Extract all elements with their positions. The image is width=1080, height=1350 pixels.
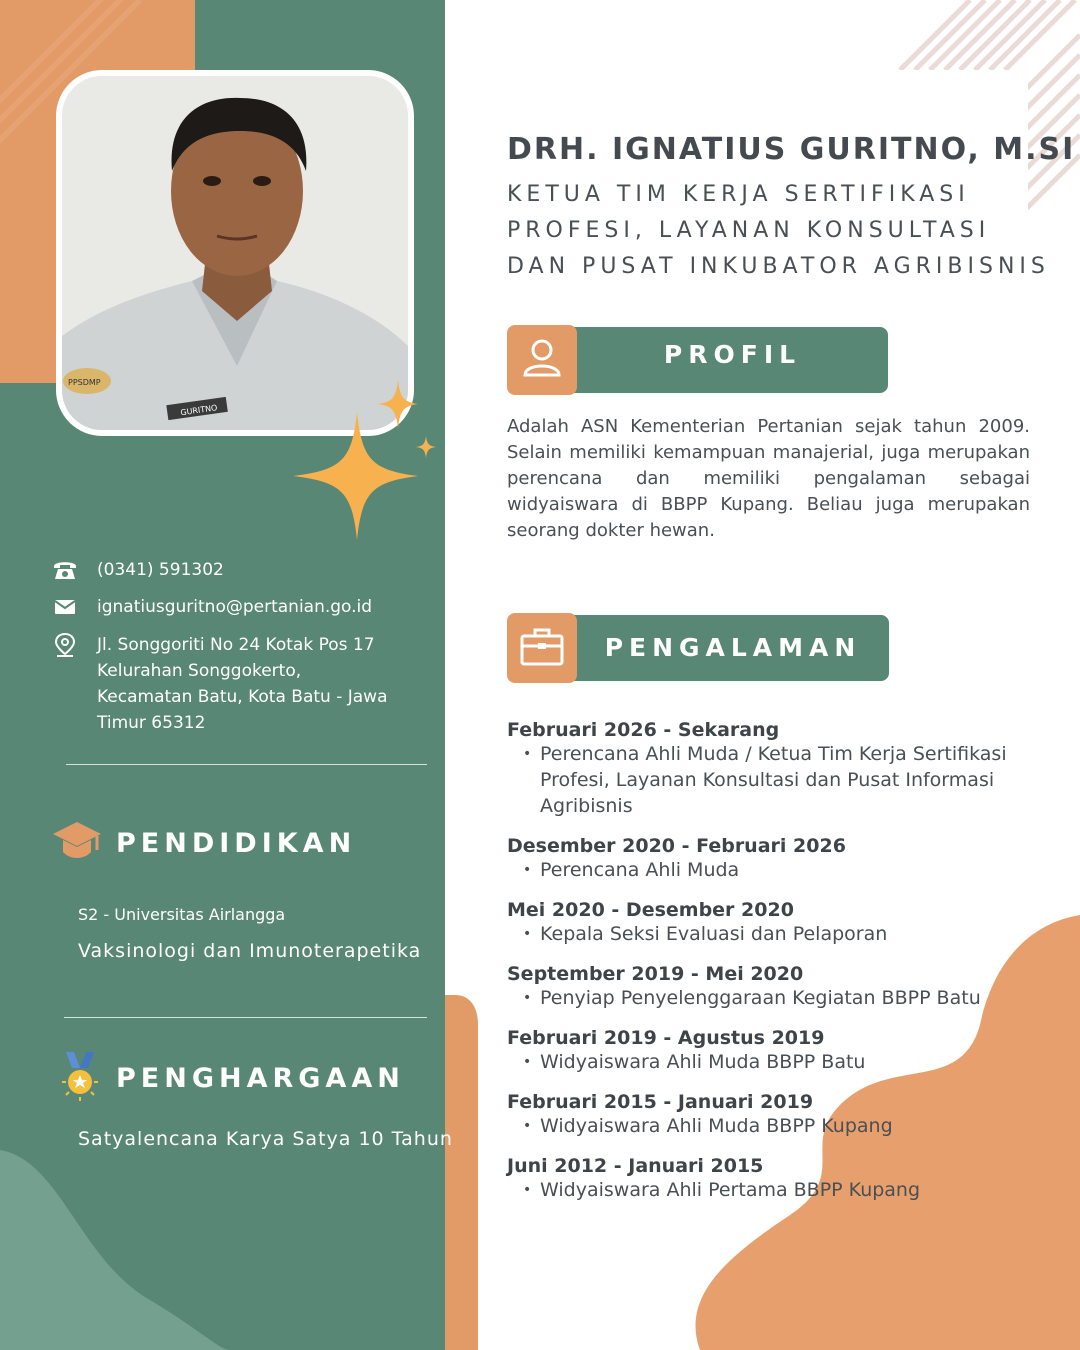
orange-strip-decoration — [445, 995, 485, 1350]
contact-address — [52, 632, 388, 736]
experience-entry — [507, 963, 1027, 1011]
graduation-cap-icon — [52, 820, 102, 866]
address-line: Kecamatan Batu, Kota Batu - Jawa — [97, 687, 388, 707]
address-line: Kelurahan Songgokerto, — [97, 661, 302, 681]
person-name: DRH. IGNATIUS GURITNO, M.SI — [507, 132, 1076, 167]
experience-period: Februari 2026 - Sekarang — [507, 719, 780, 741]
location-pin-icon — [52, 632, 78, 658]
name-tag-text: GURITNO — [179, 403, 218, 418]
experience-entry — [507, 1091, 1027, 1139]
experience-role: • Widyaiswara Ahli Muda BBPP Batu — [507, 1049, 1027, 1075]
education-title: PENDIDIKAN — [116, 827, 357, 859]
contact-phone — [52, 557, 224, 583]
experience-title: PENGALAMAN — [604, 633, 862, 662]
profile-icon-box — [507, 325, 577, 395]
experience-role: • Kepala Seksi Evaluasi dan Pelaporan — [507, 921, 1027, 947]
portrait-illustration — [62, 76, 408, 430]
job-title-line: DAN PUSAT INKUBATOR AGRIBISNIS — [507, 254, 1050, 279]
phone-icon — [52, 557, 78, 583]
experience-entry — [507, 899, 1027, 947]
education-heading — [52, 820, 356, 866]
job-title — [507, 177, 1050, 285]
patch-text: PPSDMP — [68, 378, 101, 387]
email-text[interactable]: ignatiusguritno@pertanian.go.id — [97, 597, 373, 617]
experience-period: Mei 2020 - Desember 2020 — [507, 899, 794, 921]
phone-text: (0341) 591302 — [97, 560, 224, 580]
experience-list — [507, 719, 1027, 1219]
experience-period: Desember 2020 - Februari 2026 — [507, 835, 846, 857]
experience-icon-box — [507, 613, 577, 683]
experience-period: Februari 2019 - Agustus 2019 — [507, 1027, 825, 1049]
person-icon — [522, 338, 562, 382]
awards-title: PENGHARGAAN — [116, 1062, 405, 1094]
experience-entry — [507, 719, 1027, 819]
experience-role: • Widyaiswara Ahli Pertama BBPP Kupang — [507, 1177, 1027, 1203]
experience-period: Februari 2015 - Januari 2019 — [507, 1091, 814, 1113]
contact-email — [52, 594, 372, 620]
sidebar-blob-decoration — [0, 1140, 445, 1350]
awards-heading — [58, 1050, 405, 1106]
experience-role: • Penyiap Penyelenggaraan Kegiatan BBPP Batu — [507, 985, 1027, 1011]
profile-title: PROFIL — [663, 340, 802, 369]
experience-role: • Perencana Ahli Muda — [507, 857, 1027, 883]
job-title-line: KETUA TIM KERJA SERTIFIKASI — [507, 182, 970, 207]
briefcase-icon — [520, 626, 564, 670]
award-item: Satyalencana Karya Satya 10 Tahun — [78, 1128, 453, 1150]
job-title-line: PROFESI, LAYANAN KONSULTASI — [507, 218, 991, 243]
experience-period: Juni 2012 - Januari 2015 — [507, 1155, 764, 1177]
experience-entry — [507, 1027, 1027, 1075]
experience-entry — [507, 835, 1027, 883]
sparkle-stars-decoration — [290, 380, 440, 545]
mail-icon — [52, 594, 78, 620]
address-line: Timur 65312 — [97, 713, 206, 733]
experience-role: • Widyaiswara Ahli Muda BBPP Kupang — [507, 1113, 1027, 1139]
sidebar-divider — [66, 764, 427, 765]
education-degree: S2 - Universitas Airlangga — [78, 905, 286, 924]
experience-role: • Perencana Ahli Muda / Ketua Tim Kerja Sertifikasi Profesi, Layanan Konsultasi dan Pusat Informasi Agribisnis — [507, 741, 1027, 819]
experience-period: September 2019 - Mei 2020 — [507, 963, 804, 985]
medal-icon — [58, 1050, 102, 1106]
profile-text: Adalah ASN Kementerian Pertanian sejak tahun 2009. Selain memiliki kemampuan manajerial, juga merupakan perencana dan memiliki pengalaman sebagai widyaiswara di BBPP Kupang. Beliau juga merupakan seorang dokter hewan. — [507, 416, 1030, 541]
experience-entry — [507, 1155, 1027, 1203]
sidebar-divider — [64, 1017, 427, 1018]
education-field: Vaksinologi dan Imunoterapetika — [78, 940, 422, 962]
address-line: Jl. Songgoriti No 24 Kotak Pos 17 — [97, 635, 375, 655]
